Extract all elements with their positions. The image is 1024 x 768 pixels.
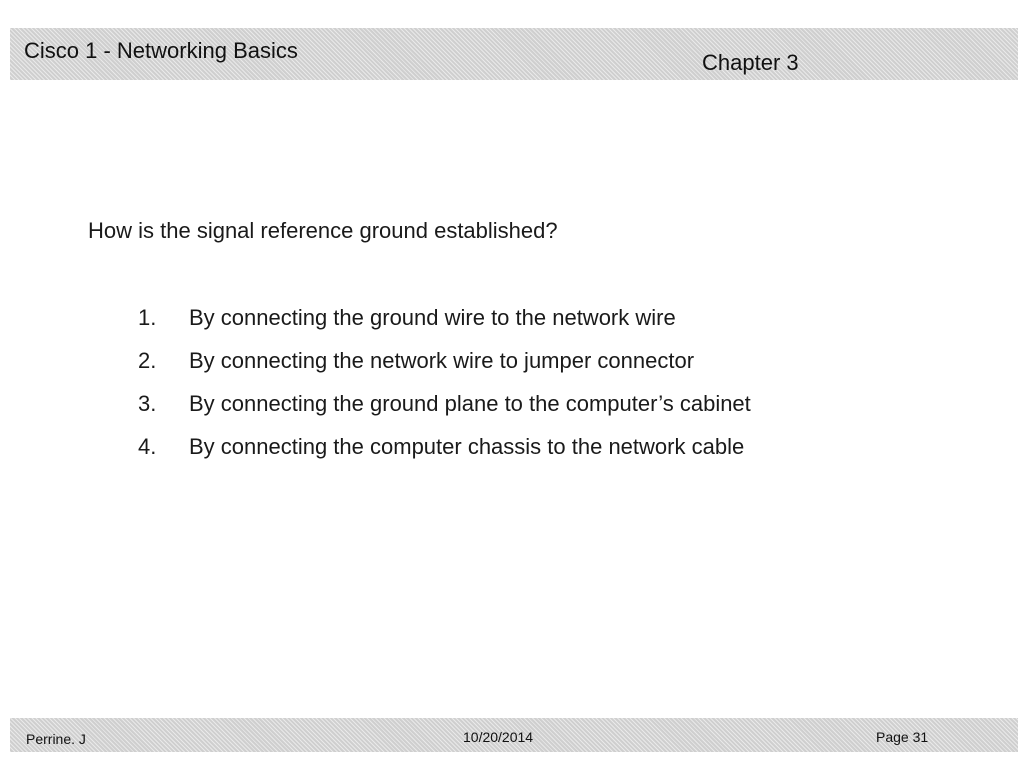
footer-author: Perrine. J (26, 731, 86, 747)
answer-text: By connecting the computer chassis to the network cable (189, 434, 745, 459)
question-text: How is the signal reference ground established? (88, 218, 558, 243)
answer-text: By connecting the network wire to jumper connector (189, 348, 695, 373)
chapter-label: Chapter 3 (702, 50, 799, 75)
answer-number: 1. (138, 305, 157, 330)
answer-number: 3. (138, 391, 157, 416)
answer-option-4 (138, 433, 751, 476)
answer-option-3 (138, 390, 751, 433)
answer-number: 4. (138, 434, 157, 459)
footer-date: 10/20/2014 (463, 729, 534, 745)
answer-text: By connecting the ground plane to the computer’s cabinet (189, 391, 751, 416)
answer-option-2 (138, 347, 751, 390)
answer-option-1 (138, 304, 751, 347)
answer-number: 2. (138, 348, 157, 373)
answer-list (138, 304, 751, 476)
course-title: Cisco 1 - Networking Basics (24, 38, 298, 63)
answer-text: By connecting the ground wire to the network wire (189, 305, 676, 330)
footer-page-number: Page 31 (876, 729, 929, 745)
